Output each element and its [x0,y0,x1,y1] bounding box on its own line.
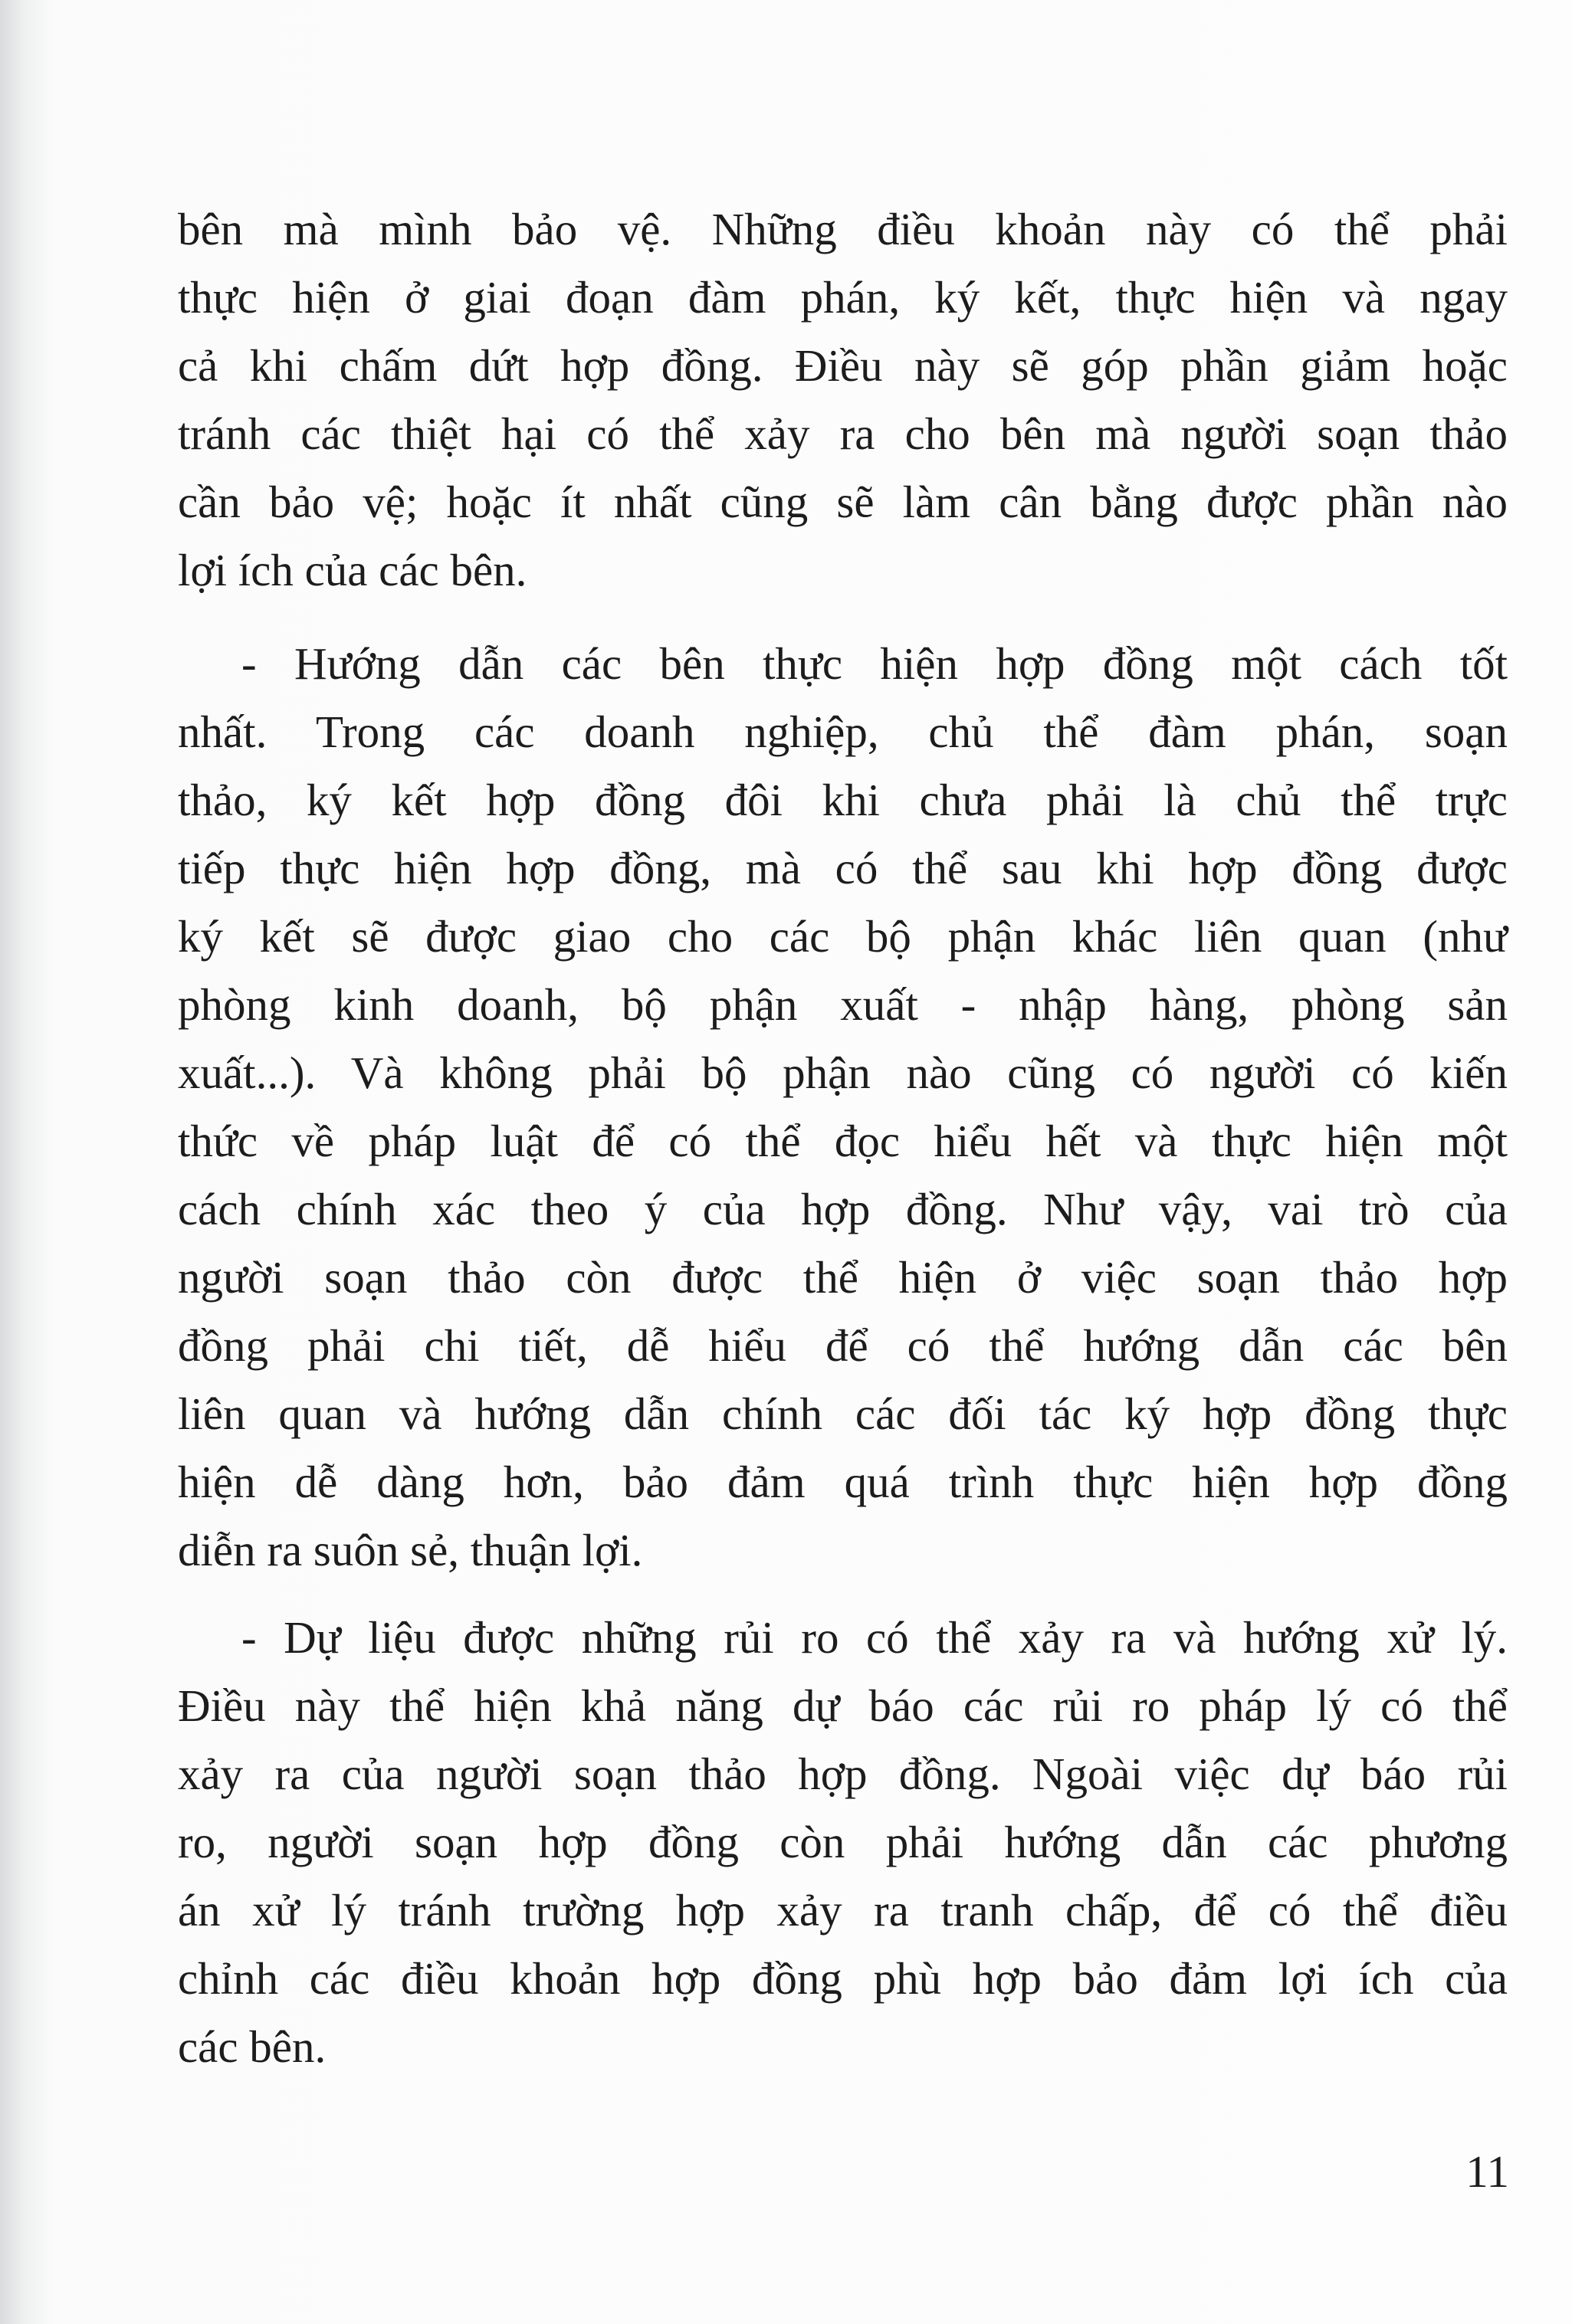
text-line: xảy ra của người soạn thảo hợp đồng. Ngoài việc dự báo rủi [178,1749,1508,1799]
text-line: tránh các thiệt hại có thể xảy ra cho bên mà người soạn thảo [178,408,1508,459]
text-line: chỉnh các điều khoản hợp đồng phù hợp bảo đảm lợi ích của [178,1953,1508,2004]
text-line: đồng phải chi tiết, dễ hiểu để có thể hướng dẫn các bên [178,1320,1508,1371]
text-line: cần bảo vệ; hoặc ít nhất cũng sẽ làm cân bằng được phần nào [178,477,1508,527]
text-line: xuất...). Và không phải bộ phận nào cũng có người có kiến [178,1047,1508,1098]
text-line: người soạn thảo còn được thể hiện ở việc soạn thảo hợp [178,1252,1508,1303]
text-line: lợi ích của các bên. [178,545,527,595]
text-line: phòng kinh doanh, bộ phận xuất - nhập hàng, phòng sản [178,979,1508,1030]
text-line: hiện dễ dàng hơn, bảo đảm quá trình thực hiện hợp đồng [178,1457,1508,1507]
paragraph-2 [178,630,1508,1585]
text-line: ro, người soạn hợp đồng còn phải hướng dẫn các phương [178,1817,1508,1867]
text-line: thức về pháp luật để có thể đọc hiểu hết và thực hiện một [178,1116,1508,1166]
text-line: các bên. [178,2021,327,2072]
text-line: ký kết sẽ được giao cho các bộ phận khác liên quan (như [178,911,1508,962]
text-line: - Dự liệu được những rủi ro có thể xảy ra và hướng xử lý. [241,1612,1508,1663]
text-line: án xử lý tránh trường hợp xảy ra tranh chấp, để có thể điều [178,1885,1508,1936]
page-number: 11 [1465,2146,1509,2197]
paragraph-1 [178,195,1508,605]
text-line: liên quan và hướng dẫn chính các đối tác ký hợp đồng thực [178,1388,1508,1439]
text-line: tiếp thực hiện hợp đồng, mà có thể sau khi hợp đồng được [178,843,1508,893]
text-line: thực hiện ở giai đoạn đàm phán, ký kết, thực hiện và ngay [178,272,1508,323]
text-line: thảo, ký kết hợp đồng đôi khi chưa phải là chủ thể trực [178,775,1508,825]
text-line: diễn ra suôn sẻ, thuận lợi. [178,1525,643,1575]
text-line: nhất. Trong các doanh nghiệp, chủ thể đàm phán, soạn [178,706,1508,757]
paragraph-3 [178,1604,1508,2081]
text-line: bên mà mình bảo vệ. Những điều khoản này có thể phải [178,204,1508,254]
text-line: Điều này thể hiện khả năng dự báo các rủi ro pháp lý có thể [178,1680,1508,1731]
text-line: cả khi chấm dứt hợp đồng. Điều này sẽ góp phần giảm hoặc [178,340,1508,391]
text-line: - Hướng dẫn các bên thực hiện hợp đồng một cách tốt [241,638,1508,689]
text-line: cách chính xác theo ý của hợp đồng. Như vậy, vai trò của [178,1184,1508,1234]
